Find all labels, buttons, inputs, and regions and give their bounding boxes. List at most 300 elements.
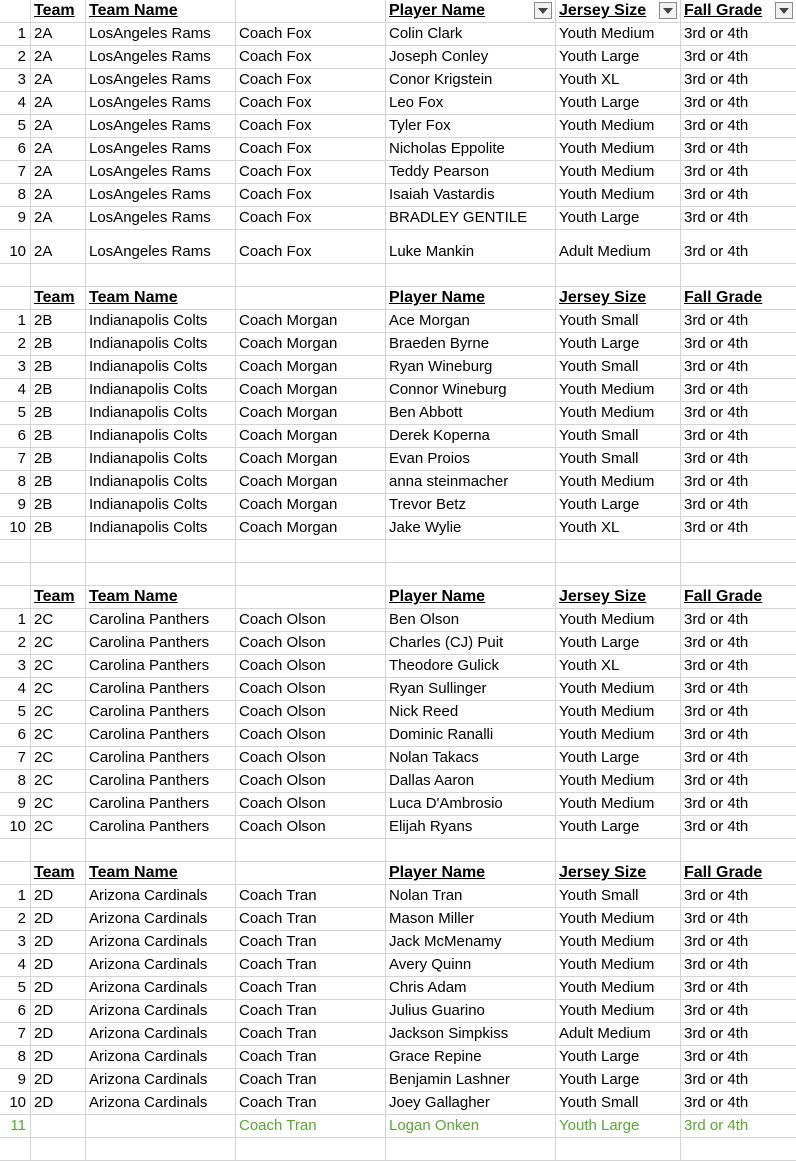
team-cell[interactable]: 2D bbox=[31, 1092, 86, 1114]
team-name-cell[interactable]: Indianapolis Colts bbox=[86, 448, 236, 470]
coach-cell[interactable]: Coach Olson bbox=[236, 747, 386, 769]
fall-grade-cell[interactable]: 3rd or 4th bbox=[684, 243, 749, 260]
team-name-cell[interactable]: LosAngeles Rams bbox=[86, 184, 236, 206]
coach-cell[interactable]: Coach Morgan bbox=[236, 471, 386, 493]
player-name-cell[interactable]: Benjamin Lashner bbox=[386, 1069, 556, 1091]
header-coach-blank[interactable] bbox=[236, 0, 386, 22]
jersey-size-cell[interactable]: Youth Small bbox=[556, 310, 681, 332]
empty-cell[interactable] bbox=[681, 540, 796, 562]
empty-cell[interactable] bbox=[236, 540, 386, 562]
team-cell[interactable]: 2A bbox=[31, 207, 86, 229]
fall-grade-cell[interactable]: 3rd or 4th bbox=[684, 335, 749, 352]
header-jersey-size[interactable]: Jersey Size bbox=[556, 862, 681, 884]
row-number[interactable]: 5 bbox=[0, 115, 31, 137]
team-name-cell[interactable]: Carolina Panthers bbox=[86, 632, 236, 654]
player-name-cell[interactable]: Ace Morgan bbox=[386, 310, 556, 332]
team-name-cell[interactable]: Indianapolis Colts bbox=[86, 379, 236, 401]
header-player-name[interactable]: Player Name bbox=[386, 287, 556, 309]
team-cell[interactable]: 2C bbox=[31, 701, 86, 723]
player-name-cell[interactable]: Mason Miller bbox=[386, 908, 556, 930]
coach-cell[interactable]: Coach Morgan bbox=[236, 517, 386, 539]
empty-cell[interactable] bbox=[556, 1138, 681, 1160]
team-cell[interactable]: 2A bbox=[31, 115, 86, 137]
empty-cell[interactable] bbox=[0, 264, 31, 286]
fall-grade-cell[interactable]: 3rd or 4th bbox=[684, 979, 749, 996]
player-name-cell[interactable]: Isaiah Vastardis bbox=[386, 184, 556, 206]
fall-grade-cell[interactable]: 3rd or 4th bbox=[684, 726, 749, 743]
team-name-cell[interactable]: Arizona Cardinals bbox=[86, 1092, 236, 1114]
jersey-size-cell[interactable]: Adult Medium bbox=[556, 230, 681, 263]
player-name-cell[interactable]: Nick Reed bbox=[386, 701, 556, 723]
empty-cell[interactable] bbox=[386, 1138, 556, 1160]
jersey-size-cell[interactable]: Youth Medium bbox=[556, 701, 681, 723]
row-number[interactable]: 5 bbox=[0, 701, 31, 723]
fall-grade-cell[interactable]: 3rd or 4th bbox=[684, 910, 749, 927]
fall-grade-cell[interactable]: 3rd or 4th bbox=[684, 71, 749, 88]
row-number[interactable]: 8 bbox=[0, 471, 31, 493]
header-team-name[interactable]: Team Name bbox=[86, 287, 236, 309]
team-name-cell[interactable]: Carolina Panthers bbox=[86, 816, 236, 838]
empty-cell[interactable] bbox=[386, 264, 556, 286]
jersey-size-cell[interactable]: Youth Large bbox=[556, 494, 681, 516]
empty-cell[interactable] bbox=[86, 1138, 236, 1160]
fall-grade-cell[interactable]: 3rd or 4th bbox=[684, 933, 749, 950]
fall-grade-cell[interactable]: 3rd or 4th bbox=[684, 25, 749, 42]
row-number[interactable]: 10 bbox=[0, 816, 31, 838]
player-name-cell[interactable]: Elijah Ryans bbox=[386, 816, 556, 838]
row-number[interactable]: 9 bbox=[0, 793, 31, 815]
row-number[interactable]: 10 bbox=[0, 517, 31, 539]
row-number[interactable]: 10 bbox=[0, 1092, 31, 1114]
coach-cell[interactable]: Coach Tran bbox=[236, 1092, 386, 1114]
coach-cell[interactable]: Coach Morgan bbox=[236, 356, 386, 378]
header-fall-grade[interactable]: Fall Grade bbox=[684, 588, 763, 605]
team-cell[interactable]: 2D bbox=[31, 977, 86, 999]
header-coach-blank[interactable] bbox=[236, 287, 386, 309]
jersey-size-cell[interactable]: Youth Medium bbox=[556, 115, 681, 137]
fall-grade-cell[interactable]: 3rd or 4th bbox=[684, 680, 749, 697]
fall-grade-cell[interactable]: 3rd or 4th bbox=[684, 887, 749, 904]
coach-cell[interactable]: Coach Tran bbox=[236, 1046, 386, 1068]
fall-grade-cell[interactable]: 3rd or 4th bbox=[684, 1025, 749, 1042]
player-name-cell[interactable]: BRADLEY GENTILE bbox=[386, 207, 556, 229]
jersey-size-cell[interactable]: Youth XL bbox=[556, 69, 681, 91]
jersey-size-cell[interactable]: Youth Medium bbox=[556, 954, 681, 976]
team-name-cell[interactable]: Indianapolis Colts bbox=[86, 471, 236, 493]
player-name-cell[interactable]: Grace Repine bbox=[386, 1046, 556, 1068]
team-cell[interactable]: 2D bbox=[31, 1023, 86, 1045]
team-cell[interactable]: 2D bbox=[31, 1046, 86, 1068]
player-name-cell[interactable]: Nolan Tran bbox=[386, 885, 556, 907]
fall-grade-cell[interactable]: 3rd or 4th bbox=[684, 427, 749, 444]
coach-cell[interactable]: Coach Fox bbox=[236, 230, 386, 263]
team-name-cell[interactable]: LosAngeles Rams bbox=[86, 230, 236, 263]
fall-grade-cell[interactable]: 3rd or 4th bbox=[684, 209, 749, 226]
team-cell[interactable]: 2B bbox=[31, 356, 86, 378]
jersey-size-cell[interactable]: Youth Medium bbox=[556, 138, 681, 160]
player-name-cell[interactable]: Ryan Wineburg bbox=[386, 356, 556, 378]
fall-grade-cell[interactable]: 3rd or 4th bbox=[684, 795, 749, 812]
jersey-size-cell[interactable]: Youth Medium bbox=[556, 793, 681, 815]
row-number[interactable]: 2 bbox=[0, 333, 31, 355]
row-number[interactable]: 1 bbox=[0, 23, 31, 45]
team-cell[interactable]: 2C bbox=[31, 655, 86, 677]
player-name-cell[interactable]: Jake Wylie bbox=[386, 517, 556, 539]
row-number[interactable]: 5 bbox=[0, 977, 31, 999]
coach-cell[interactable]: Coach Tran bbox=[236, 885, 386, 907]
header-coach-blank[interactable] bbox=[236, 862, 386, 884]
row-number[interactable]: 4 bbox=[0, 92, 31, 114]
coach-cell[interactable]: Coach Tran bbox=[236, 977, 386, 999]
team-name-cell[interactable]: Indianapolis Colts bbox=[86, 402, 236, 424]
row-number[interactable]: 9 bbox=[0, 494, 31, 516]
empty-cell[interactable] bbox=[556, 540, 681, 562]
player-name-cell[interactable]: Tyler Fox bbox=[386, 115, 556, 137]
team-name-cell[interactable]: LosAngeles Rams bbox=[86, 69, 236, 91]
header-player-name[interactable]: Player Name bbox=[386, 0, 556, 22]
player-name-cell[interactable]: Dallas Aaron bbox=[386, 770, 556, 792]
row-number[interactable]: 2 bbox=[0, 46, 31, 68]
team-cell[interactable]: 2B bbox=[31, 425, 86, 447]
fall-grade-cell[interactable]: 3rd or 4th bbox=[684, 611, 749, 628]
row-number[interactable]: 7 bbox=[0, 448, 31, 470]
fall-grade-cell[interactable]: 3rd or 4th bbox=[684, 1117, 749, 1134]
player-name-cell[interactable]: Leo Fox bbox=[386, 92, 556, 114]
fall-grade-cell[interactable]: 3rd or 4th bbox=[684, 634, 749, 651]
jersey-size-cell[interactable]: Youth Medium bbox=[556, 770, 681, 792]
fall-grade-cell[interactable]: 3rd or 4th bbox=[684, 48, 749, 65]
row-number[interactable]: 4 bbox=[0, 678, 31, 700]
fall-grade-cell[interactable]: 3rd or 4th bbox=[684, 703, 749, 720]
team-name-cell[interactable]: Carolina Panthers bbox=[86, 793, 236, 815]
team-cell[interactable]: 2D bbox=[31, 1069, 86, 1091]
coach-cell[interactable]: Coach Olson bbox=[236, 701, 386, 723]
coach-cell[interactable]: Coach Fox bbox=[236, 69, 386, 91]
empty-cell[interactable] bbox=[86, 563, 236, 585]
jersey-size-cell[interactable]: Youth Large bbox=[556, 46, 681, 68]
jersey-size-cell[interactable]: Youth Medium bbox=[556, 609, 681, 631]
team-name-cell[interactable]: Carolina Panthers bbox=[86, 770, 236, 792]
team-cell[interactable]: 2A bbox=[31, 161, 86, 183]
jersey-size-cell[interactable]: Youth Medium bbox=[556, 931, 681, 953]
fall-grade-cell[interactable]: 3rd or 4th bbox=[684, 358, 749, 375]
row-number[interactable]: 1 bbox=[0, 310, 31, 332]
empty-cell[interactable] bbox=[681, 839, 796, 861]
row-number[interactable]: 8 bbox=[0, 770, 31, 792]
row-number[interactable]: 6 bbox=[0, 724, 31, 746]
coach-cell[interactable]: Coach Olson bbox=[236, 816, 386, 838]
empty-cell[interactable] bbox=[386, 563, 556, 585]
header-jersey-size[interactable]: Jersey Size bbox=[556, 0, 681, 22]
fall-grade-cell[interactable]: 3rd or 4th bbox=[684, 94, 749, 111]
header-team[interactable]: Team bbox=[31, 862, 86, 884]
player-name-cell[interactable]: Colin Clark bbox=[386, 23, 556, 45]
empty-cell[interactable] bbox=[0, 1138, 31, 1160]
player-name-cell[interactable]: Theodore Gulick bbox=[386, 655, 556, 677]
row-number[interactable]: 1 bbox=[0, 885, 31, 907]
team-name-cell[interactable]: Arizona Cardinals bbox=[86, 954, 236, 976]
fall-grade-cell[interactable]: 3rd or 4th bbox=[684, 772, 749, 789]
jersey-size-cell[interactable]: Youth Small bbox=[556, 1092, 681, 1114]
empty-cell[interactable] bbox=[386, 540, 556, 562]
coach-cell[interactable]: Coach Olson bbox=[236, 609, 386, 631]
jersey-size-cell[interactable]: Youth Medium bbox=[556, 1000, 681, 1022]
team-cell[interactable]: 2C bbox=[31, 747, 86, 769]
player-name-cell[interactable]: anna steinmacher bbox=[386, 471, 556, 493]
fall-grade-cell[interactable]: 3rd or 4th bbox=[684, 496, 749, 513]
team-name-cell[interactable]: Arizona Cardinals bbox=[86, 908, 236, 930]
team-cell[interactable]: 2B bbox=[31, 379, 86, 401]
row-number[interactable]: 7 bbox=[0, 161, 31, 183]
team-name-cell[interactable]: Indianapolis Colts bbox=[86, 425, 236, 447]
coach-cell[interactable]: Coach Tran bbox=[236, 1000, 386, 1022]
coach-cell[interactable]: Coach Morgan bbox=[236, 448, 386, 470]
player-name-cell[interactable]: Joseph Conley bbox=[386, 46, 556, 68]
team-cell[interactable]: 2A bbox=[31, 23, 86, 45]
fall-grade-cell[interactable]: 3rd or 4th bbox=[684, 450, 749, 467]
empty-cell[interactable] bbox=[86, 839, 236, 861]
empty-cell[interactable] bbox=[0, 563, 31, 585]
team-name-cell[interactable]: Arizona Cardinals bbox=[86, 977, 236, 999]
coach-cell[interactable]: Coach Morgan bbox=[236, 379, 386, 401]
team-name-cell[interactable]: LosAngeles Rams bbox=[86, 207, 236, 229]
coach-cell[interactable]: Coach Fox bbox=[236, 184, 386, 206]
team-cell[interactable]: 2A bbox=[31, 46, 86, 68]
fall-grade-cell[interactable]: 3rd or 4th bbox=[684, 749, 749, 766]
team-cell[interactable]: 2D bbox=[31, 908, 86, 930]
empty-cell[interactable] bbox=[31, 264, 86, 286]
fall-grade-cell[interactable]: 3rd or 4th bbox=[684, 140, 749, 157]
coach-cell[interactable]: Coach Olson bbox=[236, 793, 386, 815]
team-cell[interactable]: 2B bbox=[31, 471, 86, 493]
header-fall-grade[interactable]: Fall Grade bbox=[681, 0, 796, 22]
coach-cell[interactable]: Coach Tran bbox=[236, 908, 386, 930]
jersey-size-cell[interactable]: Youth Medium bbox=[556, 678, 681, 700]
row-number[interactable]: 6 bbox=[0, 138, 31, 160]
player-name-cell[interactable]: Braeden Byrne bbox=[386, 333, 556, 355]
fall-grade-cell[interactable]: 3rd or 4th bbox=[684, 473, 749, 490]
team-cell[interactable]: 2B bbox=[31, 333, 86, 355]
header-blank[interactable] bbox=[0, 287, 31, 309]
player-name-cell[interactable]: Trevor Betz bbox=[386, 494, 556, 516]
jersey-size-filter-button[interactable] bbox=[659, 2, 677, 19]
team-name-cell[interactable]: Carolina Panthers bbox=[86, 609, 236, 631]
jersey-size-cell[interactable]: Youth Small bbox=[556, 885, 681, 907]
row-number[interactable]: 4 bbox=[0, 954, 31, 976]
row-number[interactable]: 11 bbox=[0, 1115, 31, 1137]
player-name-cell[interactable]: Nolan Takacs bbox=[386, 747, 556, 769]
coach-cell[interactable]: Coach Tran bbox=[236, 1115, 386, 1137]
player-name-filter-button[interactable] bbox=[534, 2, 552, 19]
team-name-cell[interactable]: Carolina Panthers bbox=[86, 747, 236, 769]
player-name-cell[interactable]: Logan Onken bbox=[386, 1115, 556, 1137]
player-name-cell[interactable]: Luca D'Ambrosio bbox=[386, 793, 556, 815]
fall-grade-cell[interactable]: 3rd or 4th bbox=[684, 1094, 749, 1111]
team-name-cell[interactable]: LosAngeles Rams bbox=[86, 115, 236, 137]
player-name-cell[interactable]: Connor Wineburg bbox=[386, 379, 556, 401]
coach-cell[interactable]: Coach Fox bbox=[236, 161, 386, 183]
team-cell[interactable]: 2C bbox=[31, 632, 86, 654]
coach-cell[interactable]: Coach Morgan bbox=[236, 310, 386, 332]
row-number[interactable]: 10 bbox=[0, 230, 31, 263]
row-number[interactable]: 9 bbox=[0, 1069, 31, 1091]
team-name-cell[interactable]: Carolina Panthers bbox=[86, 678, 236, 700]
jersey-size-cell[interactable]: Youth Small bbox=[556, 425, 681, 447]
jersey-size-cell[interactable]: Youth Medium bbox=[556, 471, 681, 493]
jersey-size-cell[interactable]: Youth Large bbox=[556, 1115, 681, 1137]
jersey-size-cell[interactable]: Youth Large bbox=[556, 333, 681, 355]
coach-cell[interactable]: Coach Olson bbox=[236, 655, 386, 677]
header-fall-grade[interactable]: Fall Grade bbox=[684, 289, 763, 306]
fall-grade-cell[interactable]: 3rd or 4th bbox=[684, 163, 749, 180]
team-cell[interactable]: 2C bbox=[31, 724, 86, 746]
team-cell[interactable]: 2B bbox=[31, 402, 86, 424]
coach-cell[interactable]: Coach Olson bbox=[236, 724, 386, 746]
header-team-name[interactable]: Team Name bbox=[86, 586, 236, 608]
team-cell[interactable]: 2D bbox=[31, 885, 86, 907]
coach-cell[interactable]: Coach Olson bbox=[236, 770, 386, 792]
fall-grade-cell[interactable]: 3rd or 4th bbox=[684, 117, 749, 134]
empty-cell[interactable] bbox=[0, 839, 31, 861]
team-name-cell[interactable]: Arizona Cardinals bbox=[86, 1046, 236, 1068]
coach-cell[interactable]: Coach Tran bbox=[236, 954, 386, 976]
team-cell[interactable]: 2C bbox=[31, 770, 86, 792]
coach-cell[interactable]: Coach Olson bbox=[236, 632, 386, 654]
team-cell[interactable]: 2D bbox=[31, 931, 86, 953]
team-cell[interactable]: 2A bbox=[31, 138, 86, 160]
jersey-size-cell[interactable]: Youth Medium bbox=[556, 184, 681, 206]
team-name-cell[interactable]: LosAngeles Rams bbox=[86, 23, 236, 45]
empty-cell[interactable] bbox=[31, 540, 86, 562]
team-name-cell[interactable]: Carolina Panthers bbox=[86, 701, 236, 723]
player-name-cell[interactable]: Dominic Ranalli bbox=[386, 724, 556, 746]
fall-grade-cell[interactable]: 3rd or 4th bbox=[684, 657, 749, 674]
fall-grade-cell[interactable]: 3rd or 4th bbox=[684, 956, 749, 973]
team-name-cell[interactable]: Carolina Panthers bbox=[86, 655, 236, 677]
fall-grade-cell[interactable]: 3rd or 4th bbox=[684, 519, 749, 536]
header-team[interactable]: Team bbox=[31, 0, 86, 22]
empty-cell[interactable] bbox=[31, 1138, 86, 1160]
header-team[interactable]: Team bbox=[31, 287, 86, 309]
player-name-cell[interactable]: Ben Olson bbox=[386, 609, 556, 631]
row-number[interactable]: 8 bbox=[0, 184, 31, 206]
fall-grade-cell[interactable]: 3rd or 4th bbox=[684, 1048, 749, 1065]
empty-cell[interactable] bbox=[681, 1138, 796, 1160]
jersey-size-cell[interactable]: Youth XL bbox=[556, 655, 681, 677]
team-cell[interactable]: 2C bbox=[31, 678, 86, 700]
coach-cell[interactable]: Coach Fox bbox=[236, 46, 386, 68]
player-name-cell[interactable]: Avery Quinn bbox=[386, 954, 556, 976]
fall-grade-cell[interactable]: 3rd or 4th bbox=[684, 381, 749, 398]
jersey-size-cell[interactable]: Youth Large bbox=[556, 1046, 681, 1068]
team-cell[interactable]: 2A bbox=[31, 184, 86, 206]
empty-cell[interactable] bbox=[556, 264, 681, 286]
coach-cell[interactable]: Coach Morgan bbox=[236, 333, 386, 355]
team-name-cell[interactable]: Arizona Cardinals bbox=[86, 1023, 236, 1045]
coach-cell[interactable]: Coach Tran bbox=[236, 1069, 386, 1091]
coach-cell[interactable]: Coach Fox bbox=[236, 115, 386, 137]
coach-cell[interactable]: Coach Olson bbox=[236, 678, 386, 700]
team-name-cell[interactable]: Arizona Cardinals bbox=[86, 1069, 236, 1091]
jersey-size-cell[interactable]: Youth Medium bbox=[556, 402, 681, 424]
coach-cell[interactable]: Coach Morgan bbox=[236, 402, 386, 424]
header-team-name[interactable]: Team Name bbox=[86, 862, 236, 884]
empty-cell[interactable] bbox=[31, 563, 86, 585]
player-name-cell[interactable]: Joey Gallagher bbox=[386, 1092, 556, 1114]
empty-cell[interactable] bbox=[556, 839, 681, 861]
jersey-size-cell[interactable]: Youth Medium bbox=[556, 977, 681, 999]
row-number[interactable]: 4 bbox=[0, 379, 31, 401]
team-name-cell[interactable]: Indianapolis Colts bbox=[86, 333, 236, 355]
empty-cell[interactable] bbox=[681, 264, 796, 286]
jersey-size-cell[interactable]: Youth Medium bbox=[556, 908, 681, 930]
team-cell[interactable]: 2A bbox=[31, 92, 86, 114]
row-number[interactable]: 9 bbox=[0, 207, 31, 229]
empty-cell[interactable] bbox=[86, 540, 236, 562]
player-name-cell[interactable]: Jack McMenamy bbox=[386, 931, 556, 953]
fall-grade-cell[interactable]: 3rd or 4th bbox=[684, 186, 749, 203]
empty-cell[interactable] bbox=[386, 839, 556, 861]
empty-cell[interactable] bbox=[556, 563, 681, 585]
jersey-size-cell[interactable]: Youth Large bbox=[556, 92, 681, 114]
team-cell[interactable]: 2D bbox=[31, 1000, 86, 1022]
jersey-size-cell[interactable]: Youth Small bbox=[556, 448, 681, 470]
empty-cell[interactable] bbox=[236, 563, 386, 585]
player-name-cell[interactable]: Ryan Sullinger bbox=[386, 678, 556, 700]
row-number[interactable]: 2 bbox=[0, 908, 31, 930]
jersey-size-cell[interactable]: Adult Medium bbox=[556, 1023, 681, 1045]
jersey-size-cell[interactable]: Youth Medium bbox=[556, 379, 681, 401]
empty-cell[interactable] bbox=[236, 1138, 386, 1160]
player-name-cell[interactable]: Evan Proios bbox=[386, 448, 556, 470]
player-name-cell[interactable]: Luke Mankin bbox=[386, 230, 556, 263]
header-fall-grade[interactable]: Fall Grade bbox=[684, 864, 763, 881]
coach-cell[interactable]: Coach Fox bbox=[236, 207, 386, 229]
fall-grade-cell[interactable]: 3rd or 4th bbox=[684, 312, 749, 329]
team-cell[interactable] bbox=[31, 1115, 86, 1137]
jersey-size-cell[interactable]: Youth Large bbox=[556, 747, 681, 769]
row-number[interactable]: 6 bbox=[0, 425, 31, 447]
empty-cell[interactable] bbox=[236, 839, 386, 861]
team-name-cell[interactable]: LosAngeles Rams bbox=[86, 46, 236, 68]
jersey-size-cell[interactable]: Youth XL bbox=[556, 517, 681, 539]
jersey-size-cell[interactable]: Youth Large bbox=[556, 1069, 681, 1091]
player-name-cell[interactable]: Conor Krigstein bbox=[386, 69, 556, 91]
player-name-cell[interactable]: Derek Koperna bbox=[386, 425, 556, 447]
team-name-cell[interactable]: Arizona Cardinals bbox=[86, 885, 236, 907]
team-name-cell[interactable]: Indianapolis Colts bbox=[86, 310, 236, 332]
header-jersey-size[interactable]: Jersey Size bbox=[556, 586, 681, 608]
coach-cell[interactable]: Coach Morgan bbox=[236, 425, 386, 447]
team-cell[interactable]: 2C bbox=[31, 609, 86, 631]
empty-cell[interactable] bbox=[681, 563, 796, 585]
fall-grade-cell[interactable]: 3rd or 4th bbox=[684, 818, 749, 835]
row-number[interactable]: 7 bbox=[0, 1023, 31, 1045]
team-cell[interactable]: 2C bbox=[31, 793, 86, 815]
team-name-cell[interactable]: Indianapolis Colts bbox=[86, 494, 236, 516]
player-name-cell[interactable]: Chris Adam bbox=[386, 977, 556, 999]
team-cell[interactable]: 2B bbox=[31, 448, 86, 470]
jersey-size-cell[interactable]: Youth Medium bbox=[556, 23, 681, 45]
team-name-cell[interactable]: LosAngeles Rams bbox=[86, 92, 236, 114]
player-name-cell[interactable]: Ben Abbott bbox=[386, 402, 556, 424]
player-name-cell[interactable]: Jackson Simpkiss bbox=[386, 1023, 556, 1045]
header-team[interactable]: Team bbox=[31, 586, 86, 608]
team-name-cell[interactable]: Arizona Cardinals bbox=[86, 1000, 236, 1022]
empty-cell[interactable] bbox=[31, 839, 86, 861]
fall-grade-cell[interactable]: 3rd or 4th bbox=[684, 404, 749, 421]
row-number[interactable]: 3 bbox=[0, 655, 31, 677]
